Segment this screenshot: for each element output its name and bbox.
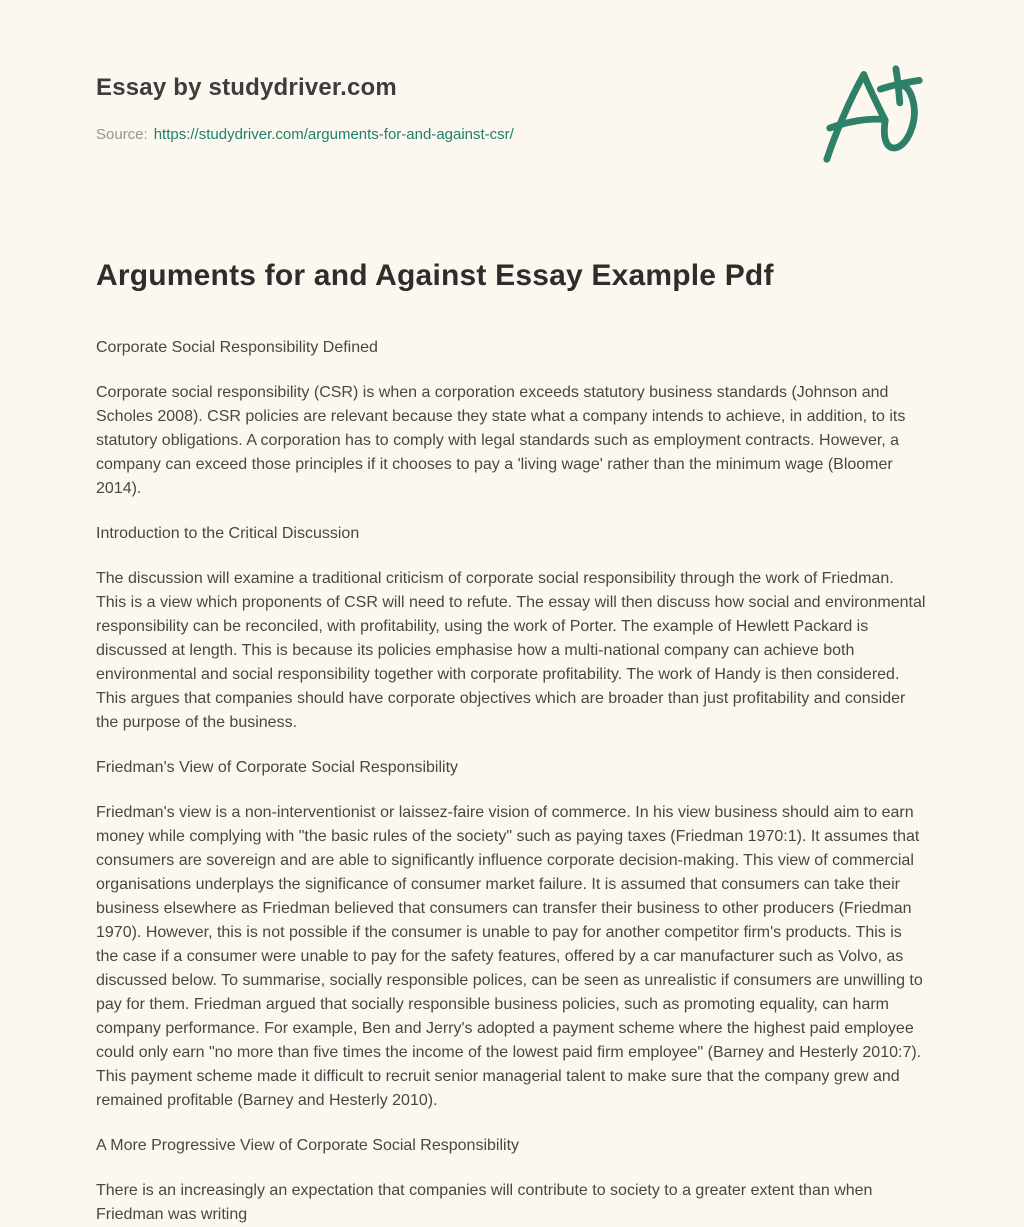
a-plus-grade-logo-icon	[821, 60, 928, 167]
section-progressive-view	[96, 1134, 928, 1227]
section-paragraph: There is an increasingly an expectation that companies will contribute to society to a greater extent than when Friedman was writing	[96, 1182, 873, 1223]
page-header	[96, 74, 928, 143]
section-heading: Introduction to the Critical Discussion	[96, 525, 360, 542]
site-brand-title: Essay by studydriver.com	[96, 74, 397, 101]
section-paragraph: The discussion will examine a traditional criticism of corporate social responsibility through the work of Friedman. This is a view which proponents of CSR will need to refute. The essay will then discuss how social and environmental responsibility can be reconciled, with profitability, using the work of Porter. The example of Hewlett Packard is discussed at length. This is because its policies emphasise how a multi-national company can achieve both environmental and social responsibility together with corporate profitability. The work of Handy is then considered. This argues that companies should have corporate objectives which are broader than just profitability and consider the purpose of the business.	[96, 570, 926, 731]
source-label: Source:	[96, 126, 148, 143]
section-csr-defined	[96, 336, 928, 501]
section-heading: Corporate Social Responsibility Defined	[96, 339, 378, 356]
section-paragraph: Friedman's view is a non-interventionist or laissez-faire vision of commerce. In his view business should aim to earn money while complying with "the basic rules of the society" such as paying taxes (Friedman 1970:1). It assumes that consumers are sovereign and are able to significantly influence corporate decision-making. This view of commercial organisations underplays the significance of consumer market failure. It is assumed that consumers can take their business elsewhere as Friedman believed that consumers can transfer their business to other producers (Friedman 1970). However, this is not possible if the consumer is unable to pay for another competitor firm's products. This is the case if a consumer were unable to pay for the safety features, offered by a car manufacturer such as Volvo, as discussed below. To summarise, socially responsible polices, can be seen as unrealistic if consumers are unwilling to pay for them. Friedman argued that socially responsible business policies, such as promoting equality, can harm company performance. For example, Ben and Jerry's adopted a payment scheme where the highest paid employee could only earn "no more than five times the income of the lowest paid firm employee" (Barney and Hesterly 2010:7). This payment scheme made it difficult to recruit senior managerial talent to make sure that the company grew and remained profitable (Barney and Hesterly 2010).	[96, 804, 923, 1109]
section-heading: Friedman's View of Corporate Social Responsibility	[96, 759, 459, 776]
section-introduction	[96, 522, 928, 735]
essay-page	[96, 0, 928, 1227]
section-heading: A More Progressive View of Corporate Social Responsibility	[96, 1137, 520, 1154]
section-paragraph: Corporate social responsibility (CSR) is when a corporation exceeds statutory business standards (Johnson and Scholes 2008). CSR policies are relevant because they state what a company intends to achieve, in addition, to its statutory obligations. A corporation has to comply with legal standards such as employment contracts. However, a company can exceed those principles if it chooses to pay a 'living wage' rather than the minimum wage (Bloomer 2014).	[96, 384, 906, 497]
source-url-link[interactable]: https://studydriver.com/arguments-for-and-against-csr/	[153, 126, 514, 143]
source-line	[96, 126, 928, 143]
section-friedmans-view	[96, 756, 928, 1113]
document-title: Arguments for and Against Essay Example Pdf	[96, 259, 774, 292]
